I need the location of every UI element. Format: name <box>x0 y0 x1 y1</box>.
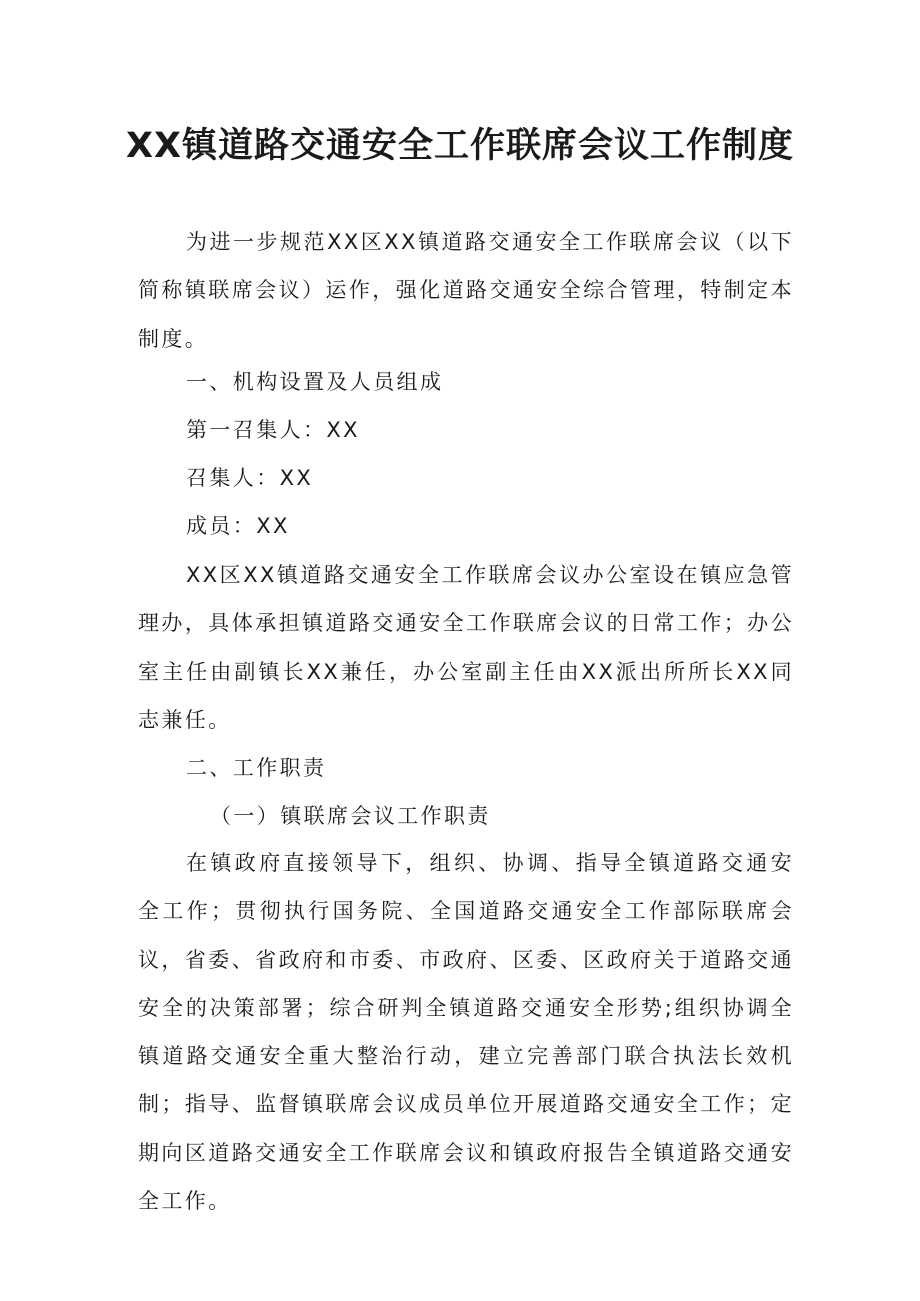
members-line: 成员：XX <box>186 514 290 538</box>
section-2-heading: 二、工作职责 <box>186 756 327 780</box>
document-title: XX镇道路交通安全工作联席会议工作制度 <box>126 126 794 166</box>
subsection-1-heading: （一）镇联席会议工作职责 <box>210 804 491 828</box>
office-paragraph: XX区XX镇道路交通安全工作联席会议办公室设在镇应急管理办，具体承担镇道路交通安全工作联席会议的日常工作；办公室主任由副镇长XX兼任，办公室副主任由XX派出所所长XX同志兼任。 <box>138 563 794 732</box>
convener-line: 召集人：XX <box>186 466 314 490</box>
first-convener-line: 第一召集人：XX <box>186 418 360 442</box>
section-1-heading: 一、机构设置及人员组成 <box>186 370 444 394</box>
duties-paragraph: 在镇政府直接领导下，组织、协调、指导全镇道路交通安全工作；贯彻执行国务院、全国道路交通安全工作部际联席会议，省委、省政府和市委、市政府、区委、区政府关于道路交通安全的决策部署；综合研判全镇道路交通安全形势;组织协调全镇道路交通安全重大整治行动，建立完善部门联合执法长效机制；指导、监督镇联席会议成员单位开展道路交通安全工作；定期向区道路交通安全工作联席会议和镇政府报告全镇道路交通安全工作。 <box>138 851 794 1214</box>
intro-paragraph: 为进一步规范XX区XX镇道路交通安全工作联席会议（以下简称镇联席会议）运作，强化道路交通安全综合管理，特制定本制度。 <box>138 230 794 351</box>
